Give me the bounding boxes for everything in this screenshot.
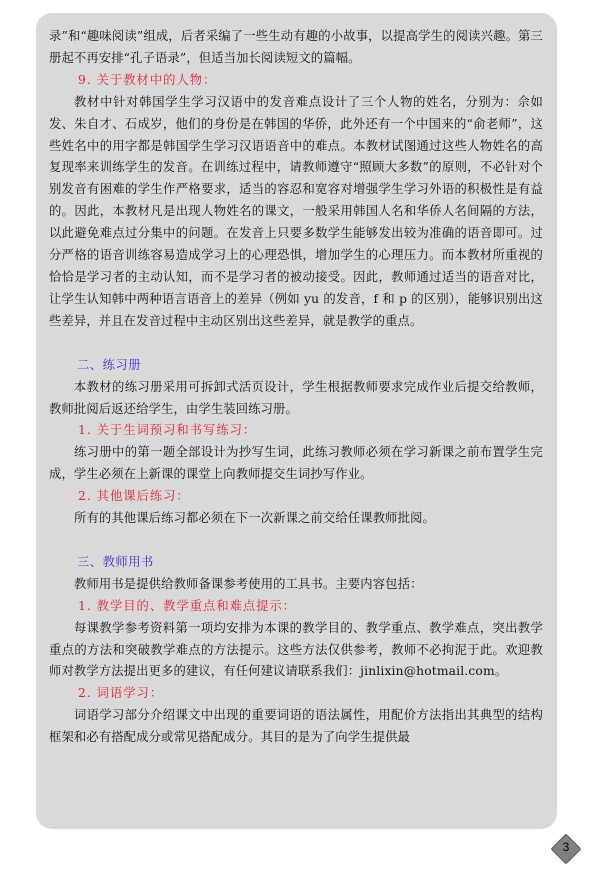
page-content-card [36, 13, 557, 829]
teaching-goals-paragraph: 每课教学参考资料第一项均安排为本课的教学目的、教学重点、教学难点，突出教学重点的方法和突破教学难点的方法提示。这些方法仅供参考，教师不必拘泥于此。欢迎教师对教学方法提出更多的建议，有任何建议请联系我们：jinlixin@hotmail.com。 [49, 620, 543, 679]
intro-paragraph: 录”和“趣味阅读”组成，后者采编了一些生动有趣的小故事，以提高学生的阅读兴趣。第三册起不再安排“孔子语录”，但适当加长阅读短文的篇幅。 [49, 29, 543, 65]
page-number-badge [553, 836, 579, 862]
heading-characters: 9. 关于教材中的人物： [78, 72, 217, 87]
heading-other-exercises: 2. 其他课后练习： [78, 489, 190, 504]
section-workbook-title: 二、练习册 [77, 357, 141, 372]
heading-vocab-preview: 1. 关于生词预习和书写练习： [78, 423, 257, 438]
vocab-preview-paragraph: 练习册中的第一题全部设计为抄写生词，此练习教师必须在学习新课之前布置学生完成，学生必须在上新课的课堂上向教师提交生词抄写作业。 [49, 445, 543, 482]
workbook-paragraph: 本教材的练习册采用可拆卸式活页设计，学生根据教师要求完成作业后提交给教师，教师批阅后返还给学生，由学生装回练习册。 [49, 379, 543, 416]
other-exercises-paragraph: 所有的其他课后练习都必须在下一次新课之前交给任课教师批阅。 [74, 511, 435, 526]
section-teacher-book-title: 三、教师用书 [77, 554, 154, 569]
teacher-book-paragraph: 教师用书是提供给教师备课参考使用的工具书。主要内容包括： [74, 576, 423, 591]
vocabulary-study-paragraph: 词语学习部分介绍课文中出现的重要词语的语法属性，用配价方法指出其典型的结构框架和必有搭配成分或常见搭配成分。其目的是为了向学生提供最 [49, 708, 543, 745]
heading-vocabulary-study: 2. 词语学习： [78, 686, 164, 701]
characters-paragraph: 教材中针对韩国学生学习汉语中的发音难点设计了三个人物的姓名，分别为：佘如发、朱自才、石成岁，他们的身份是在韩国的华侨，此外还有一个中国来的“俞老师”，这些姓名中的用字都是韩国学生学习汉语语音中的难点。本教材试图通过这些人物姓名的高复现率来训练学生的发音。在训练过程中，请教师遵守“照顾大多数”的原则，不必针对个别发音有困难的学生作严格要求，适当的容忍和宽容对增强学生学习外语的积极性是有益的。因此，本教材凡是出现人物姓名的课文，一般采用韩国人名和华侨人名间隔的方法，以此避免难点过分集中的问题。在发音上只要多数学生能够发出较为准确的语音即可。过分严格的语音训练容易造成学习上的心理恐惧，增加学生的心理压力。而本教材所重视的恰恰是学习者的主动认知，而不是学习者的被动接受。因此，教师通过适当的语音对比，让学生认知韩中两种语言语音上的差异（例如 yu 的发音，f 和 p 的区别），能够识别出这些差异，并且在发音过程中主动区别出这些差异，就是教学的重点。 [49, 94, 543, 328]
page-number: 3 [562, 840, 570, 854]
spacer [49, 530, 543, 552]
heading-teaching-goals: 1. 教学目的、教学重点和难点提示： [78, 598, 297, 613]
spacer [49, 333, 543, 355]
